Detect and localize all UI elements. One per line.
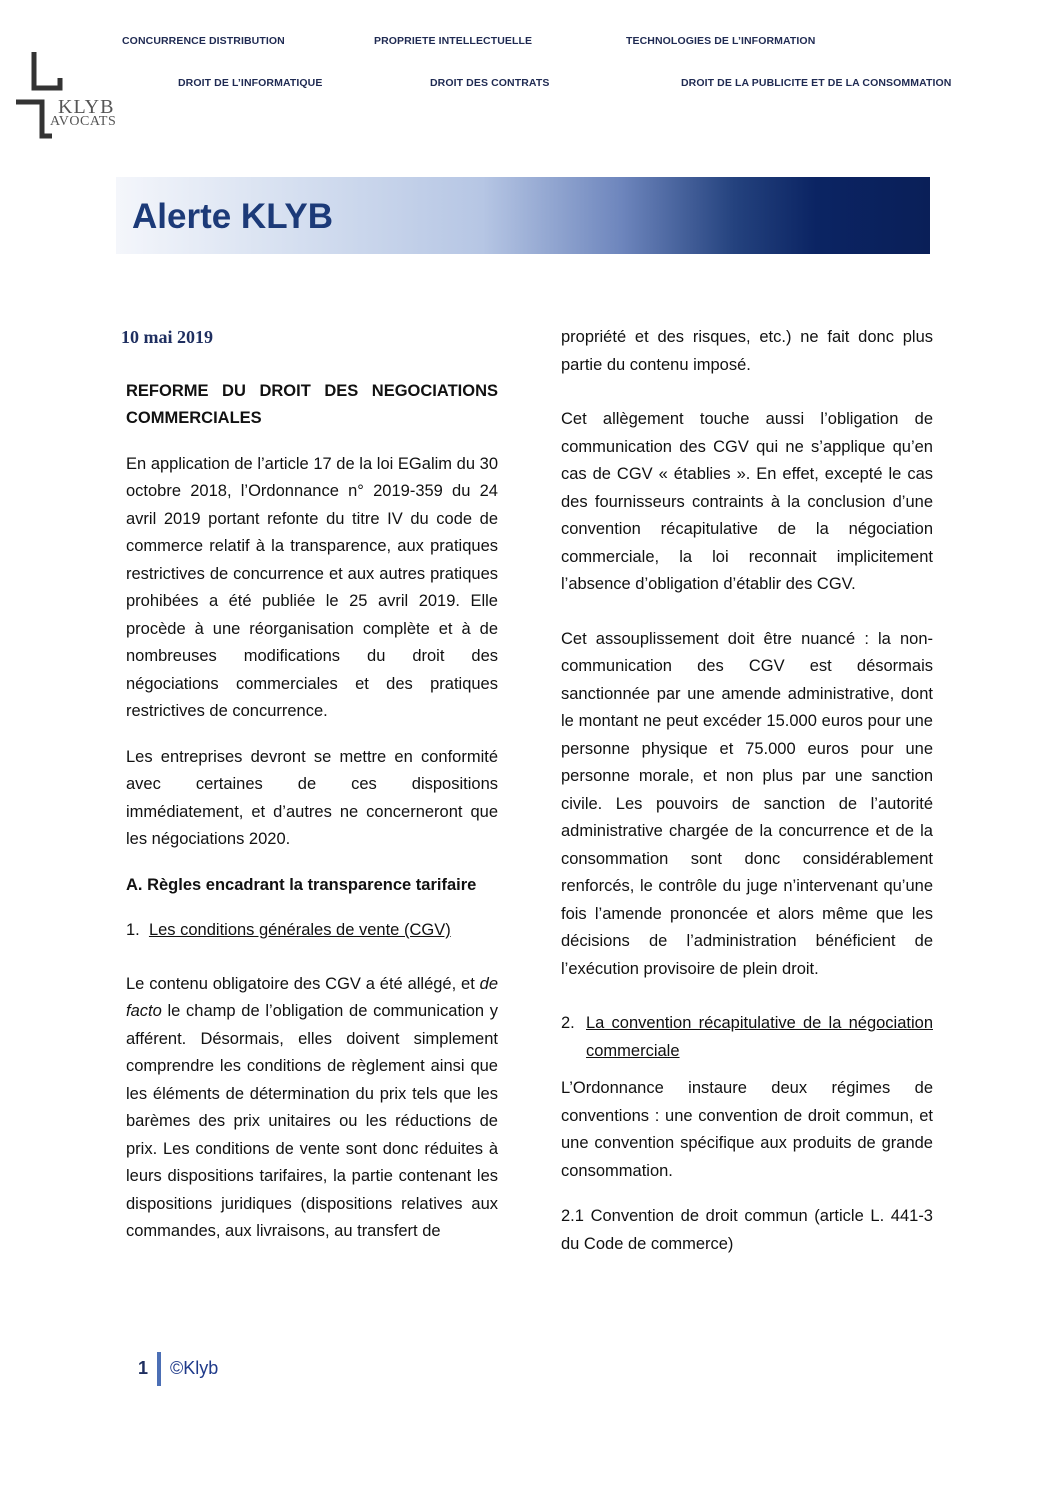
section-a-heading: A. Règles encadrant la transparence tarifaire bbox=[126, 875, 477, 894]
subsection-1-heading bbox=[126, 917, 498, 945]
paragraph-assouplissement: Cet assouplissement doit être nuancé : la non-communication des CGV est désormais sanctionnée par une amende administrative, dont le montant ne peut excéder 15.000 euros pour une personne physique et 75.000 euros pour une personne morale, et non plus par une sanction civile. Les pouvoirs de sanction de l’autorité administrative chargée de la concurrence et de la consommation sont donc considérablement renforcés, le contrôle du juge n’intervenant qu’une fois l’amende prononcée et alors même que les décisions de l’administration bénéficient de l’exécution provisoire de plein droit. bbox=[561, 629, 933, 978]
page-number: 1 bbox=[138, 1358, 149, 1378]
subsection-2-title: La convention récapitulative de la négociation commerciale bbox=[586, 1014, 933, 1060]
paragraph-cgv-italic: de facto bbox=[126, 974, 498, 1020]
nav-link-droit-publicite[interactable]: DROIT DE LA PUBLICITE ET DE LA CONSOMMATION bbox=[681, 77, 952, 89]
paragraph-ordonnance: L’Ordonnance instaure deux régimes de conventions : une convention de droit commun, et une convention spécifique aux produits de grande consommation. bbox=[561, 1079, 933, 1180]
subsection-1-title: Les conditions générales de vente (CGV) bbox=[148, 921, 451, 939]
paragraph-continued: propriété et des risques, etc.) ne fait donc plus partie du contenu imposé. bbox=[561, 328, 933, 374]
nav-link-technologies-information[interactable]: TECHNOLOGIES DE L’INFORMATION bbox=[626, 35, 816, 47]
logo-text-avocats: AVOCATS bbox=[50, 114, 117, 129]
article-title: REFORME DU DROIT DES NEGOCIATIONS COMMERCIALES bbox=[126, 381, 498, 427]
paragraph-cgv-rest: le champ de l’obligation de communication y afférent. Désormais, elles doivent simplement comprendre les conditions de règlement ainsi que les éléments de détermination du prix tels que les barèmes des prix unitaires ou les réductions de prix. Les conditions de vente sont donc réduites à leurs dispositions tarifaires, la partie contenant les dispositions juridiques (dispositions relatives aux commandes, aux livraisons, au transfert de bbox=[126, 1002, 499, 1240]
subsection-2-1-heading: 2.1 Convention de droit commun (article L. 441-3 du Code de commerce) bbox=[561, 1207, 933, 1253]
subsection-1-number: 1. bbox=[126, 921, 140, 939]
footer-copyright: ©Klyb bbox=[170, 1358, 219, 1378]
nav-link-droit-informatique[interactable]: DROIT DE L’INFORMATIQUE bbox=[178, 77, 323, 89]
paragraph-intro: En application de l’article 17 de la loi EGalim du 30 octobre 2018, l’Ordonnance n° 2019-359 du 24 avril 2019 portant refonte du titre IV du code de commerce relatif à la transparence, aux pratiques restrictives de concurrence et aux autres pratiques prohibées a été publiée le 25 avril 2019. Elle procède à une réorganisation complète et à de nombreuses modifications du droit des négociations commerciales et des pratiques restrictives de concurrence. bbox=[126, 454, 498, 720]
footer-divider bbox=[157, 1352, 161, 1386]
paragraph-compliance: Les entreprises devront se mettre en conformité avec certaines de ces dispositions immédiatement, et d’autres ne concerneront que les négociations 2020. bbox=[126, 747, 498, 848]
paragraph-cgv-start: Le contenu obligatoire des CGV a été allégé, et bbox=[126, 974, 475, 993]
publication-date: 10 mai 2019 bbox=[121, 327, 213, 347]
right-column bbox=[561, 324, 933, 1258]
nav-link-droit-contrats[interactable]: DROIT DES CONTRATS bbox=[430, 77, 550, 89]
subsection-2-number: 2. bbox=[561, 1014, 575, 1032]
paragraph-allegement: Cet allègement touche aussi l’obligation de communication des CGV qui ne s’applique qu’en cas de CGV « établies ». En effet, excepté le cas des fournisseurs contraints à la conclusion d’une convention récapitulative de la négociation commerciale, la loi reconnait implicitement l’absence d’obligation d’établir des CGV. bbox=[561, 410, 933, 593]
nav-link-concurrence-distribution[interactable]: CONCURRENCE DISTRIBUTION bbox=[122, 35, 285, 47]
left-column bbox=[121, 324, 499, 1246]
subsection-2-heading bbox=[561, 1010, 933, 1065]
paragraph-cgv-content bbox=[126, 971, 498, 1246]
banner-title: Alerte KLYB bbox=[132, 197, 333, 236]
logo-text-klyb: KLYB bbox=[58, 96, 115, 118]
title-banner bbox=[116, 177, 930, 254]
nav-link-propriete-intellectuelle[interactable]: PROPRIETE INTELLECTUELLE bbox=[374, 35, 533, 47]
